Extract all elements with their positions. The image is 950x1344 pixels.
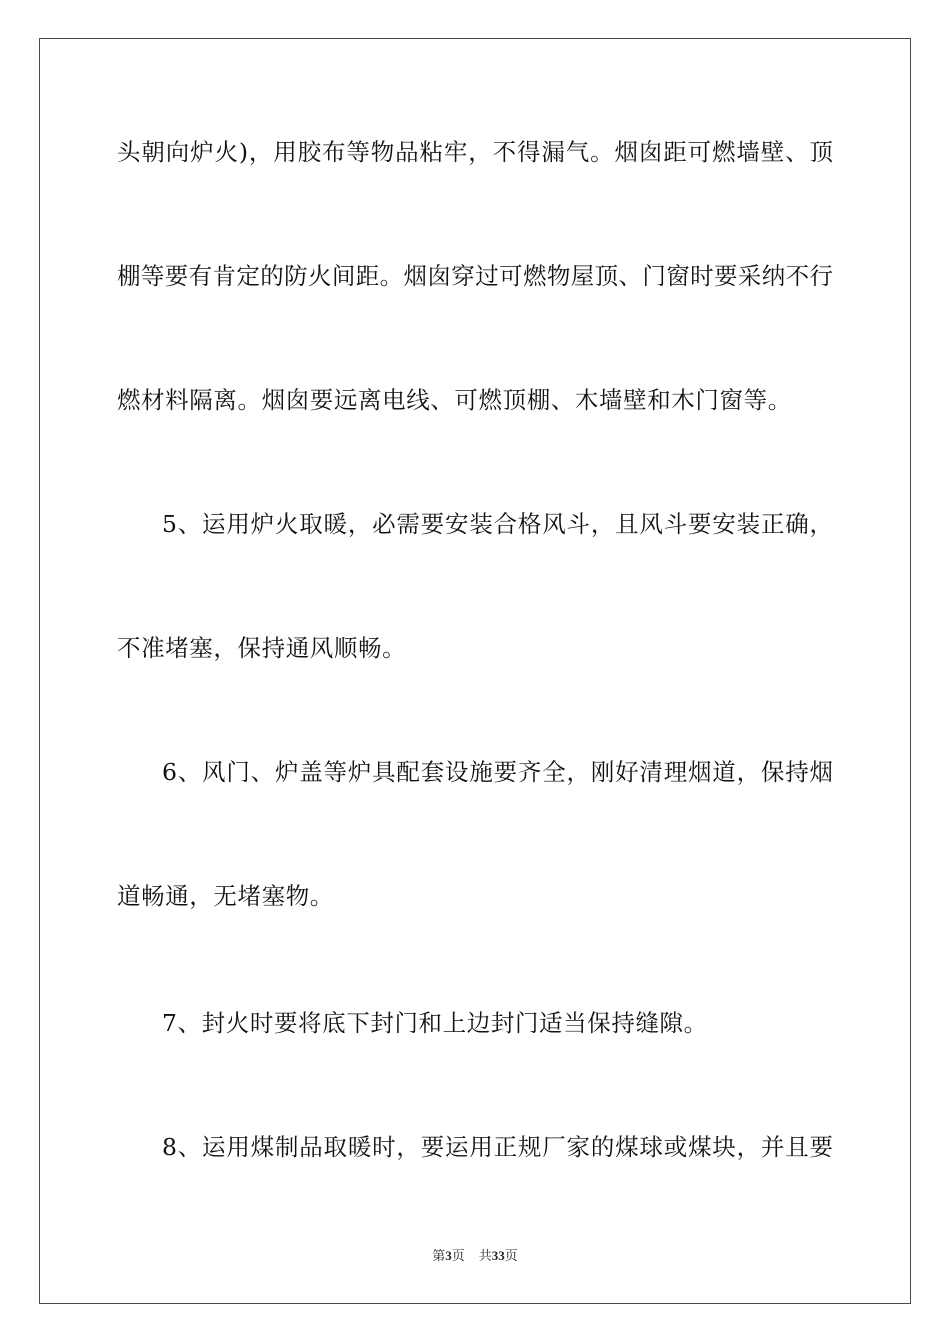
text-line-4: 5、运用炉火取暖，必需要安装合格风斗，且风斗要安装正确，	[162, 510, 833, 538]
page-suffix: 页	[451, 1249, 465, 1264]
text-line-7: 道畅通，无堵塞物。	[117, 882, 334, 910]
page-border	[39, 38, 911, 1304]
page-prefix: 第	[432, 1249, 446, 1264]
total-pages: 33	[491, 1248, 505, 1263]
page-footer	[0, 1247, 950, 1266]
text-line-1: 头朝向炉火)，用胶布等物品粘牢，不得漏气。烟囱距可燃墙壁、顶	[117, 138, 833, 166]
text-line-8: 7、封火时要将底下封门和上边封门适当保持缝隙。	[162, 1009, 708, 1037]
text-line-9: 8、运用煤制品取暖时，要运用正规厂家的煤球或煤块，并且要	[162, 1133, 833, 1161]
text-line-5: 不准堵塞，保持通风顺畅。	[117, 634, 407, 662]
text-line-6: 6、风门、炉盖等炉具配套设施要齐全，刚好清理烟道，保持烟	[162, 758, 833, 786]
text-line-2: 棚等要有肯定的防火间距。烟囱穿过可燃物屋顶、门窗时要采纳不行	[117, 262, 833, 290]
total-prefix: 共	[478, 1249, 492, 1264]
text-line-3: 燃材料隔离。烟囱要远离电线、可燃顶棚、木墙壁和木门窗等。	[117, 386, 792, 414]
page-number: 3	[445, 1248, 452, 1263]
total-suffix: 页	[504, 1249, 518, 1264]
